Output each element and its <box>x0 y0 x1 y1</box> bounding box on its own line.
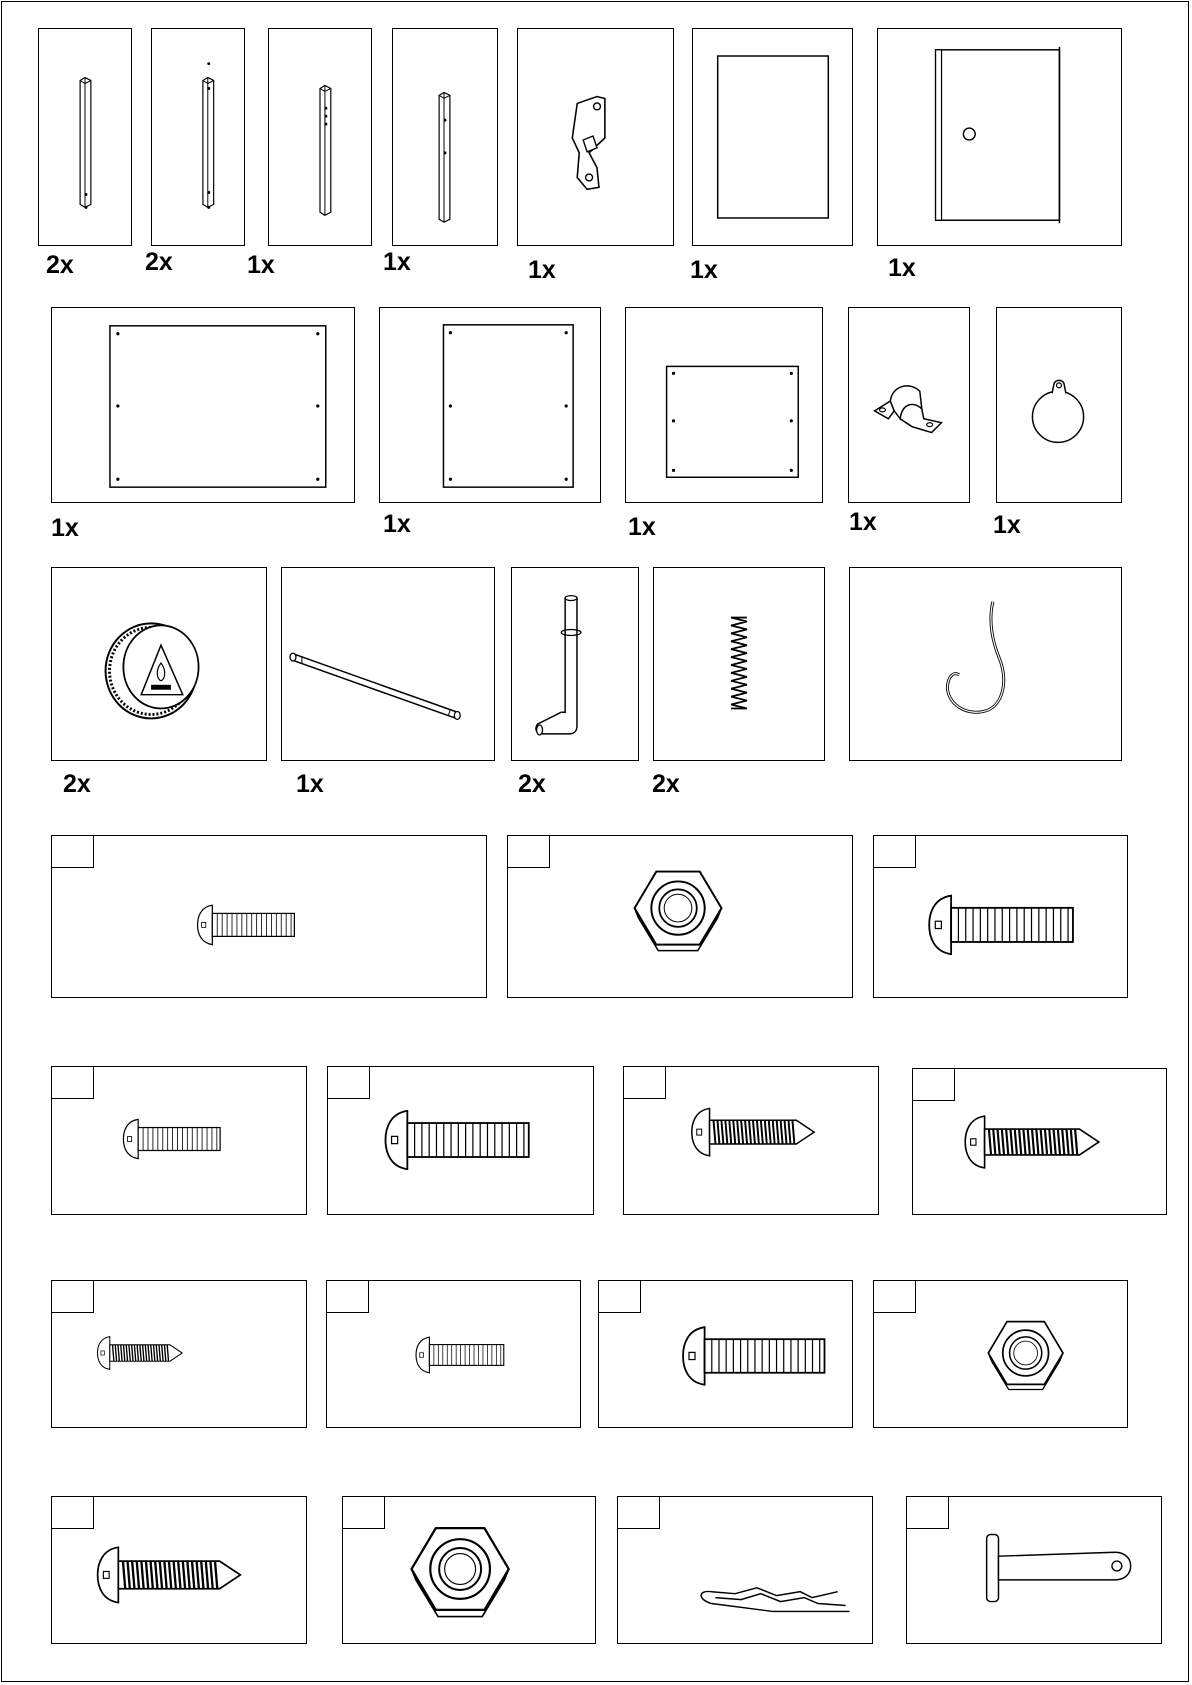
part-post-d <box>392 28 498 246</box>
bolt-icon <box>328 1067 593 1214</box>
part-qty: 2x <box>652 770 680 798</box>
self-tapping-screw-icon <box>913 1069 1166 1214</box>
part-qty: 1x <box>296 770 324 798</box>
part-spring <box>653 567 825 761</box>
self-tapping-screw-icon <box>52 1497 306 1643</box>
part-qty: 1x <box>383 248 411 276</box>
panel-icon <box>693 29 852 245</box>
bolt-icon <box>327 1281 580 1427</box>
part-hardware-screw <box>51 1496 307 1644</box>
part-panel-compact <box>625 307 823 503</box>
part-hardware-nut-large <box>342 1496 596 1644</box>
bolt-icon <box>52 836 486 997</box>
pipe-clamp-icon <box>849 308 969 502</box>
part-hardware-bolt <box>598 1280 853 1428</box>
self-tapping-screw-icon <box>624 1067 878 1214</box>
part-qty: 2x <box>518 770 546 798</box>
r-clip-icon <box>618 1497 872 1643</box>
panel-icon <box>380 308 600 502</box>
clevis-pin-icon <box>907 1497 1161 1643</box>
part-panel-medium <box>379 307 601 503</box>
part-post-c <box>268 28 372 246</box>
part-wheel <box>51 567 267 761</box>
part-qty: 1x <box>849 508 877 536</box>
lock-nut-icon <box>343 1497 595 1643</box>
part-hardware-clevis-pin <box>906 1496 1162 1644</box>
part-hardware-screw-long <box>623 1066 879 1215</box>
part-qty: 1x <box>690 256 718 284</box>
part-panel-large <box>51 307 355 503</box>
part-qty: 1x <box>628 513 656 541</box>
part-qty: 1x <box>51 514 79 542</box>
part-qty: 1x <box>528 256 556 284</box>
part-s-hook <box>849 567 1122 761</box>
part-hardware-screw <box>912 1068 1167 1215</box>
square-post-icon <box>393 29 497 245</box>
part-round-tag <box>996 307 1122 503</box>
s-hook-icon <box>850 568 1121 760</box>
part-hardware-bolt <box>326 1280 581 1428</box>
part-hardware-bolt <box>51 1066 307 1215</box>
part-hardware-screw-short <box>51 1280 307 1428</box>
square-post-icon <box>39 29 131 245</box>
part-post-b <box>151 28 245 246</box>
bottle-opener-bracket-icon <box>518 29 673 245</box>
part-hardware-bolt-long <box>873 835 1128 998</box>
part-axle-rod <box>281 567 495 761</box>
axle-rod-icon <box>282 568 494 760</box>
part-l-handle <box>511 567 639 761</box>
spring-icon <box>654 568 824 760</box>
part-pipe-clamp <box>848 307 970 503</box>
door-panel-icon <box>878 29 1121 245</box>
part-hardware-bolt <box>327 1066 594 1215</box>
lock-nut-icon <box>508 836 852 997</box>
part-qty: 1x <box>383 510 411 538</box>
part-hardware-r-clip <box>617 1496 873 1644</box>
part-qty: 2x <box>63 770 91 798</box>
part-panel-small <box>692 28 853 246</box>
part-hardware-bolt-short <box>51 835 487 998</box>
part-qty: 1x <box>888 254 916 282</box>
part-door <box>877 28 1122 246</box>
square-post-icon <box>269 29 371 245</box>
part-hardware-nut <box>873 1280 1128 1428</box>
panel-icon <box>52 308 354 502</box>
bolt-icon <box>599 1281 852 1427</box>
part-hardware-nut <box>507 835 853 998</box>
bolt-icon <box>52 1067 306 1214</box>
part-qty: 2x <box>145 248 173 276</box>
l-handle-icon <box>512 568 638 760</box>
part-post-a <box>38 28 132 246</box>
lock-nut-icon <box>874 1281 1127 1427</box>
part-bottle-opener <box>517 28 674 246</box>
bolt-icon <box>874 836 1127 997</box>
part-qty: 1x <box>993 511 1021 539</box>
self-tapping-screw-icon <box>52 1281 306 1427</box>
round-tag-icon <box>997 308 1121 502</box>
wheel-icon <box>52 568 266 760</box>
part-qty: 1x <box>247 251 275 279</box>
part-qty: 2x <box>46 251 74 279</box>
panel-icon <box>626 308 822 502</box>
square-post-icon <box>152 29 244 245</box>
